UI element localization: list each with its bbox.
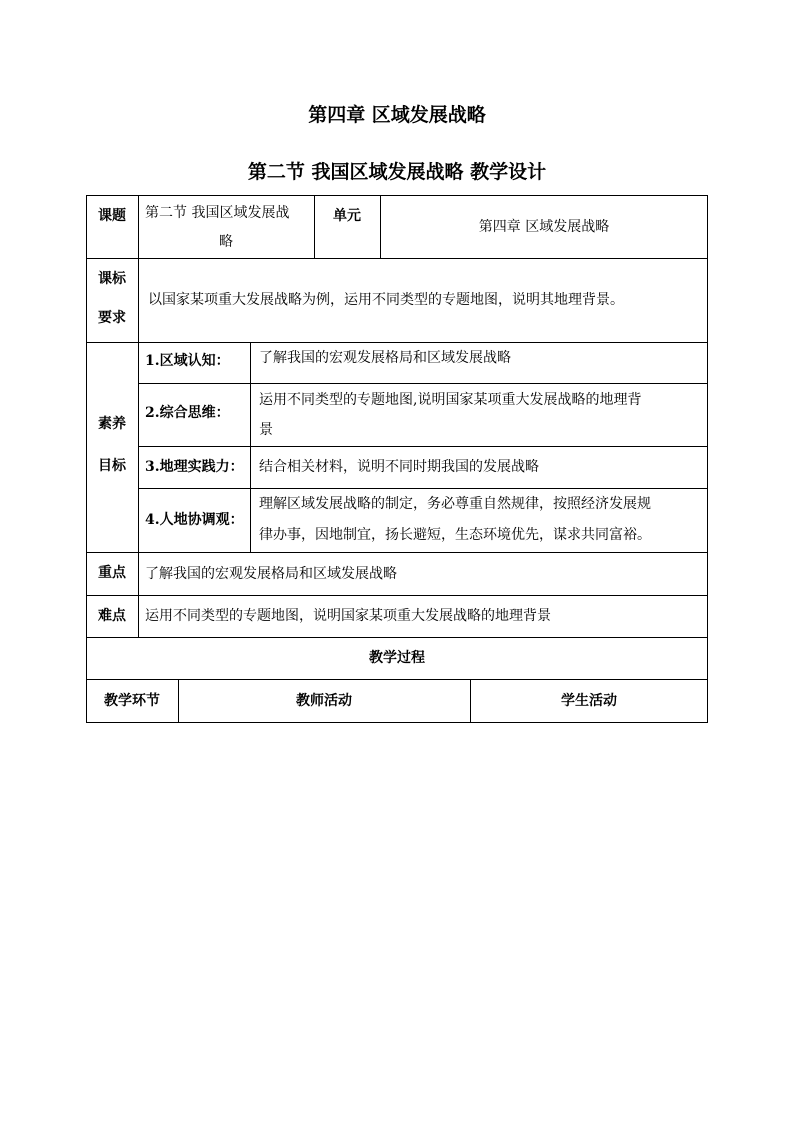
- literacy-item-label: 3.地理实践力：: [145, 459, 244, 475]
- row-divider: [86, 258, 708, 259]
- section-title: 第二节 我国区域发展战略 教学设计: [247, 161, 547, 183]
- standard-text: 以国家某项重大发展战略为例，运用不同类型的专题地图，说明其地理背景。: [148, 292, 624, 308]
- literacy-item-text: 了解我国的宏观发展格局和区域发展战略: [259, 350, 511, 366]
- key-point-text: 了解我国的宏观发展格局和区域发展战略: [145, 566, 397, 582]
- literacy-item-text: 运用不同类型的专题地图,说明国家某项重大发展战略的地理背: [259, 392, 642, 408]
- column-divider: [138, 195, 139, 638]
- literacy-item-text: 律办事，因地制宜，扬长避短，生态环境优先，谋求共同富裕。: [259, 527, 651, 543]
- literacy-item-label: 1.区域认知：: [145, 353, 230, 369]
- row-divider: [138, 488, 708, 489]
- topic-label: 课题: [98, 208, 126, 224]
- row-divider: [138, 446, 708, 447]
- row-divider: [86, 679, 708, 680]
- difficulty-label: 难点: [98, 608, 126, 624]
- process-heading: 教学过程: [369, 650, 425, 666]
- process-col-teacher: 教师活动: [296, 693, 352, 709]
- literacy-item-text: 景: [259, 422, 273, 438]
- unit-value: 第四章 区域发展战略: [478, 219, 610, 235]
- literacy-item-label: 2.综合思维：: [145, 405, 230, 421]
- difficulty-text: 运用不同类型的专题地图，说明国家某项重大发展战略的地理背景: [145, 608, 551, 624]
- process-col-stage: 教学环节: [104, 693, 160, 709]
- literacy-item-label: 4.人地协调观：: [145, 512, 244, 528]
- literacy-label-line1: 素养: [98, 416, 126, 432]
- standard-label-line1: 课标: [98, 271, 126, 287]
- row-divider: [86, 552, 708, 553]
- process-col-student: 学生活动: [561, 693, 617, 709]
- row-divider: [86, 342, 708, 343]
- row-divider: [86, 595, 708, 596]
- topic-value-line2: 略: [219, 234, 233, 250]
- literacy-item-text: 结合相关材料，说明不同时期我国的发展战略: [259, 459, 539, 475]
- topic-value-line1: 第二节 我国区域发展战: [145, 205, 290, 221]
- chapter-title: 第四章 区域发展战略: [308, 104, 486, 126]
- standard-label-line2: 要求: [98, 310, 126, 326]
- literacy-label-line2: 目标: [98, 458, 126, 474]
- column-divider: [250, 342, 251, 552]
- unit-label: 单元: [333, 208, 361, 224]
- key-point-label: 重点: [98, 565, 126, 581]
- row-divider: [138, 383, 708, 384]
- literacy-item-text: 理解区域发展战略的制定，务必尊重自然规律，按照经济发展规: [259, 496, 651, 512]
